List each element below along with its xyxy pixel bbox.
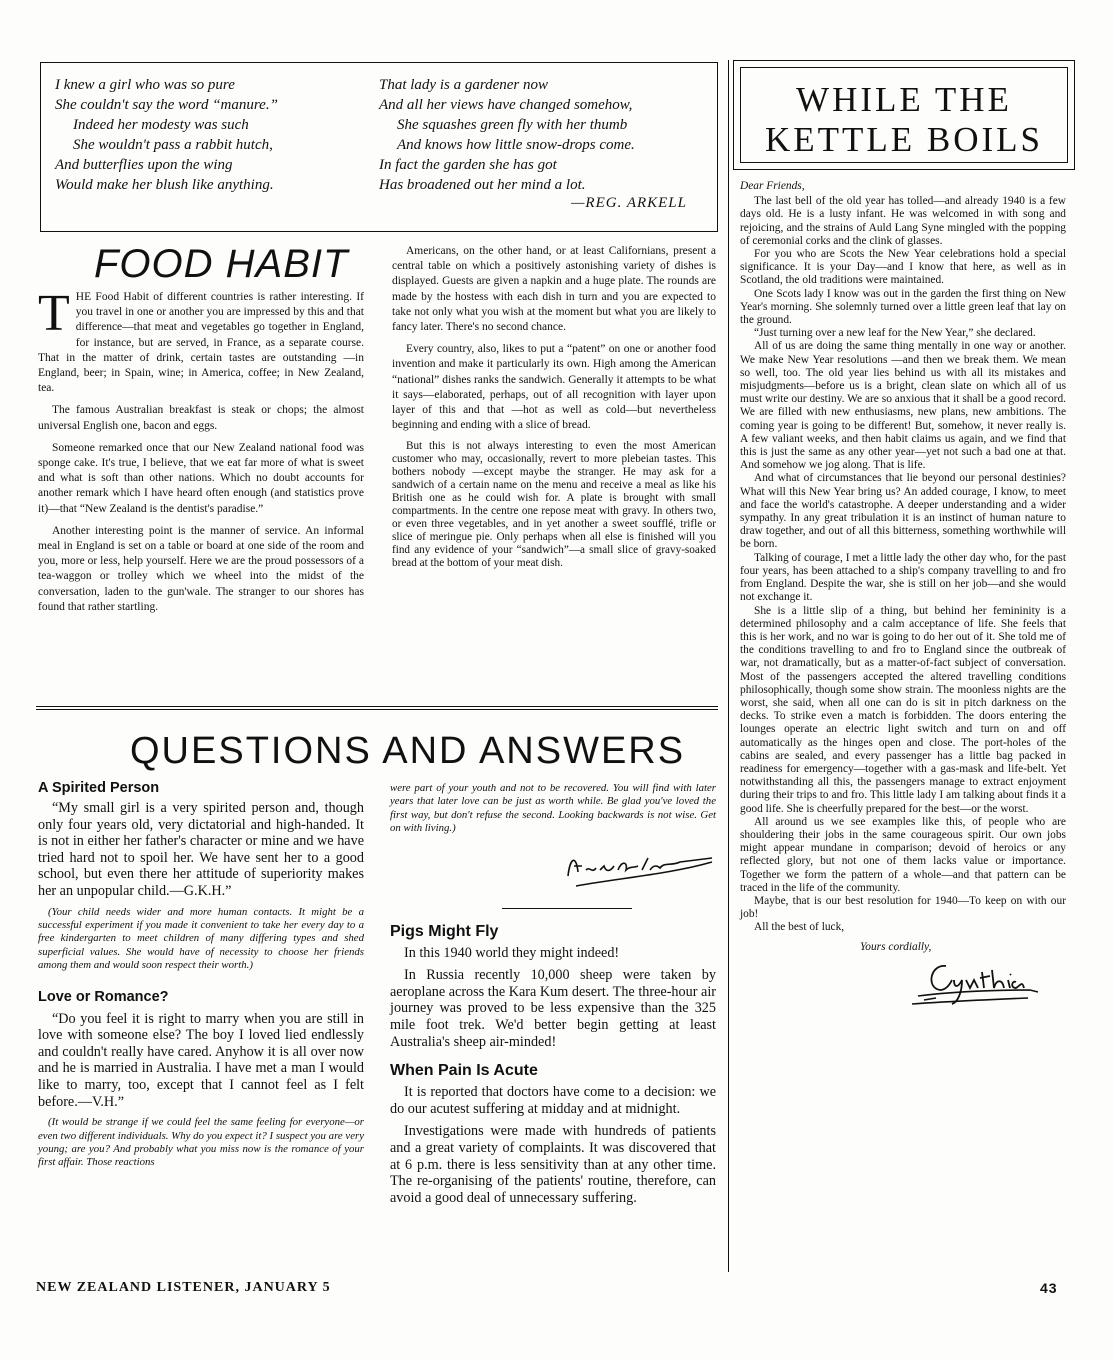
kettle-title-inner xyxy=(740,67,1068,163)
poem-line: That lady is a gardener now xyxy=(379,77,549,93)
qa-column-2 xyxy=(390,782,716,1212)
qa-column-1 xyxy=(38,780,364,1170)
page-number: 43 xyxy=(1040,1280,1058,1296)
poem-line: She wouldn't pass a rabbit hutch, xyxy=(73,137,273,153)
kettle-title-line: WHILE THE xyxy=(796,80,1012,119)
poem-line: In fact the garden she has got xyxy=(379,157,557,173)
letter-paragraph: All of us are doing the same thing mentally in one way or another. We make New Year resolutions —and then we break them. We mean so well, too. The old year lies behind us with all its mistakes and misjudgments—before us is a bright, clean slate on which all of us must write our destiny. We are so anxious that it shall be a good record. We are filled with new enthusiasms, new plans, new ambitions. The coming year is going to be different! But, somehow, it never really is. A few valiant weeks, and then habit claims us again, and we find that this is just the same as any other year—yet not such a bad one at that. And somehow we jog along. That is life. xyxy=(740,340,1066,472)
qa-answer-continued: were part of your youth and not to be recovered. You will find with later years that later love can be just as worth while. Be glad you've loved the first way, but don't refuse the second. Looking backwards is not wise. Get on with living.) xyxy=(390,782,716,835)
qa-body: It is reported that doctors have come to a decision: we do our acutest suffering at midday and at midnight. Investigations were made with hundreds of patients and a great variety of complaints. It was discovered that at 6 p.m. there is less sensitivity than at any other time. The re-organising of the patients' routine, therefore, can avoid a good deal of unnecessary suffering. xyxy=(390,1084,716,1206)
food-paragraph: But this is not always interesting to even the most American customer who may, occasionally, revert to more plebeian tastes. This bothers nobody —except maybe the stranger. He may ask for a sandwich of a certain name on the menu and receive a meal as like his British one as he could wish for. A plate is brought with small compartments. In the centre one repose meat with gravy. In others two, or even three vegetables, and in yet another a sweet soufflé, trifle or slice of meringue pie. Only perhaps when all else is finished will you find any evidence of your “sandwich”—a small slice of gravy-soaked bread at the bottom of your meat dish. xyxy=(392,440,716,570)
letter-signature xyxy=(910,954,1066,1010)
signature-mark xyxy=(910,954,1060,1010)
poem-line: She squashes green fly with her thumb xyxy=(397,117,628,133)
letter-paragraph: Talking of courage, I met a little lady the other day who, for the past four years, has been attached to a ship's company travelling to and fro from England. Despite the war, she is still on her job—and she would not exchange it. xyxy=(740,551,1066,604)
qa-answer: (It would be strange if we could feel the same feeling for everyone—or even two different individuals. Why do you expect it? I suspect you are very young; are you? And probably what you miss now is the romance of your first affair. Those reactions xyxy=(38,1116,364,1169)
drop-cap: T xyxy=(38,285,70,342)
poem-box xyxy=(40,62,718,232)
food-column-1 xyxy=(38,285,364,622)
poem-line: And butterflies upon the wing xyxy=(55,157,233,173)
qa-heading: A Spirited Person xyxy=(38,780,160,796)
food-paragraph: Every country, also, likes to put a “patent” on one or another food invention and make it particularly its own. High among the American “national” dishes ranks the sandwich. Generally it attempts to be what it says—elaborated, perhaps, out of all recognition with layer upon layer of this and that —hot as well as cold—but nevertheless beginning and ending with a slice of bread. xyxy=(392,343,716,432)
poem-line: And knows how little snow-drops come. xyxy=(397,137,635,153)
qa-heading: When Pain Is Acute xyxy=(390,1062,538,1080)
letter-paragraph: All the best of luck, xyxy=(754,921,845,934)
kettle-letter xyxy=(740,180,1066,1010)
food-paragraph: Americans, on the other hand, or at least Californians, present a central table on which a positively astonishing variety of dishes is displayed. Guests are given a napkin and a huge plate. The rounds are made by the hostess with each dish in turn and you are expected to take not only what you wish at the moment but what you are likely to fancy later. There's no second chance. xyxy=(392,245,716,334)
letter-paragraph: Maybe, that is our best resolution for 1940—To keep on with our job! xyxy=(740,894,1066,921)
letter-paragraph: One Scots lady I know was out in the garden the first thing on New Year's morning. She solemnly turned over a little green leaf that lay on the ground. xyxy=(740,287,1066,327)
letter-closing: Yours cordially, xyxy=(860,940,932,953)
qa-heading: Pigs Might Fly xyxy=(390,922,499,940)
poem-line: She couldn't say the word “manure.” xyxy=(55,97,278,113)
footer-masthead: NEW ZEALAND LISTENER, JANUARY 5 xyxy=(36,1280,331,1295)
poem-author: —REG. ARKELL xyxy=(571,195,687,211)
kettle-title-line: KETTLE BOILS xyxy=(764,120,1044,159)
qa-heading: Love or Romance? xyxy=(38,988,169,1005)
letter-paragraph: The last bell of the old year has tolled—and already 1940 is a few days old. He is a lusty infant. He was welcomed in with song and rejoicing, and the strains of Auld Lang Syne mingled with the popping of ceremonial corks and the clink of glasses. xyxy=(740,195,1066,247)
qa-question: “My small girl is a very spirited person and, though only four years old, very dictatorial and high-handed. It is not in either her father's character or mine and we have tried hard not to spoil her. We have sent her to a good school, but even there her attitude of superiority makes her an unpopular child.—G.K.H.” xyxy=(38,800,364,899)
short-divider xyxy=(502,908,632,909)
food-paragraph: Someone remarked once that our New Zealand national food was sponge cake. It's true, I believe, that we eat far more of what is sweet and what is soft than other nations. Which no doubt accounts for another remark which I have heard often enough (and statistics prove it)—that “New Zealand is the dentist's paradise.” xyxy=(38,441,364,515)
letter-salutation: Dear Friends, xyxy=(740,180,805,192)
letter-paragraph: She is a little slip of a thing, but behind her femininity is a determined philosophy and a calm acceptance of life. She feels that this is her work, and no war is going to do her out of it. She told me of the conditions travelling to and fro to England since the outbreak of war, not dramatically, but as a matter-of-fact subject of conversation. Most of the passengers accepted the altered travelling conditions philosophically, though some show strain. The moonless nights are the worst, she said, when all one can do is sit in pitch darkness on the decks. To strike even a match is forbidden. The doors entering the lounges operate an electric light switch and turn on and off automatically as the hinges open and close. The port-holes of the cabins are sealed, and every passenger has a little bag packed in readiness for emergency—together with a gas-mask and life-belt. Yet notwithstanding all this, the passengers manage to extract enjoyment during their trips to and fro. This little lady I am talking about finds it a good life. She is cheerfully prepared for the best—or the worst. xyxy=(740,604,1066,815)
signature-mark xyxy=(390,836,716,900)
poem-line: Has broadened out her mind a lot. xyxy=(379,177,586,193)
poem-line: Indeed her modesty was such xyxy=(73,117,249,133)
editor-signature xyxy=(390,836,716,900)
letter-paragraph: And what of circumstances that lie beyond our personal destinies? What will this New Year bring us? An added courage, I know, to meet and face the world's catastrophe. A deeper understanding and a wider sympathy. In any great tribulation it is an instinct of human nature to draw together, and out of all this bitterness, something worthwhile will be born. xyxy=(740,472,1066,551)
letter-paragraph: For you who are Scots the New Year celebrations hold a special significance. It is your Day—and I know that here, as well as in Scotland, the old traditions were maintained. xyxy=(740,248,1066,287)
letter-paragraph: “Just turning over a new leaf for the New Year,” she declared. xyxy=(754,327,1036,340)
food-paragraph: Another interesting point is the manner of service. An informal meal in England is set on a table or board at one side of the room and you, more or less, help yourself. Here we are the proud possessors of a tea-waggon or trolley which we wheel into the midst of the conversation, laden to the gun'wale. The stranger to our shores has found that rather startling. xyxy=(38,524,364,613)
section-divider xyxy=(36,706,718,710)
food-paragraph: THE Food Habit of different countries is rather interesting. If you travel in one or another you are impressed by this and that difference—that meat and vegetables go together in England, for instance, but are served, in France, as a separate course. That in the matter of drink, certain tastes are outstanding —in England, beer; in Spain, wine; in America, coffee; in New Zealand, tea. xyxy=(38,285,364,395)
poem-line: Would make her blush like anything. xyxy=(55,177,274,193)
poem-line: I knew a girl who was so pure xyxy=(55,77,235,93)
kettle-title-box xyxy=(733,60,1075,170)
poem-left-column xyxy=(55,75,375,195)
qa-title: QUESTIONS AND ANSWERS xyxy=(130,730,686,772)
poem-right-column xyxy=(379,75,709,212)
food-paragraph: The famous Australian breakfast is steak or chops; the almost universal English one, bacon and eggs. xyxy=(38,404,364,432)
qa-body: In this 1940 world they might indeed! In Russia recently 10,000 sheep were taken by aeroplane across the Kara Kum desert. The three-hour air journey was proved to be less expensive than the 325 mile foot trek. We'd better begin getting at least Australia's sheep air-minded! xyxy=(390,944,716,1050)
poem-line: And all her views have changed somehow, xyxy=(379,97,633,113)
food-habit-title: FOOD HABIT xyxy=(94,242,349,286)
letter-paragraph: All around us we see examples like this, of people who are shouldering their jobs in the same courageous spirit. Our own jobs might appear mundane in comparison; devoid of heroics or any reflected glory, but not one of them lacks value or importance. Together we form the pattern of a whole—and that pattern can be traced in the life of the community. xyxy=(740,815,1066,894)
qa-question: “Do you feel it is right to marry when you are still in love with someone else? The boy I loved lied endlessly and couldn't really have cared. Anyhow it is all over now and he is married in Australia. I have met a man I would like to marry, too, except that I cannot feel as I felt before.—V.H.” xyxy=(38,1010,364,1110)
food-column-2 xyxy=(392,244,716,577)
column-rule xyxy=(728,60,729,1272)
qa-answer: (Your child needs wider and more human contacts. It might be a successful experiment if you made it convenient to take her every day to a free kindergarten to meet children of many differing types and shed superficial values. She would have of necessity to choose her friends among them and would soon respect their worth.) xyxy=(38,905,364,972)
